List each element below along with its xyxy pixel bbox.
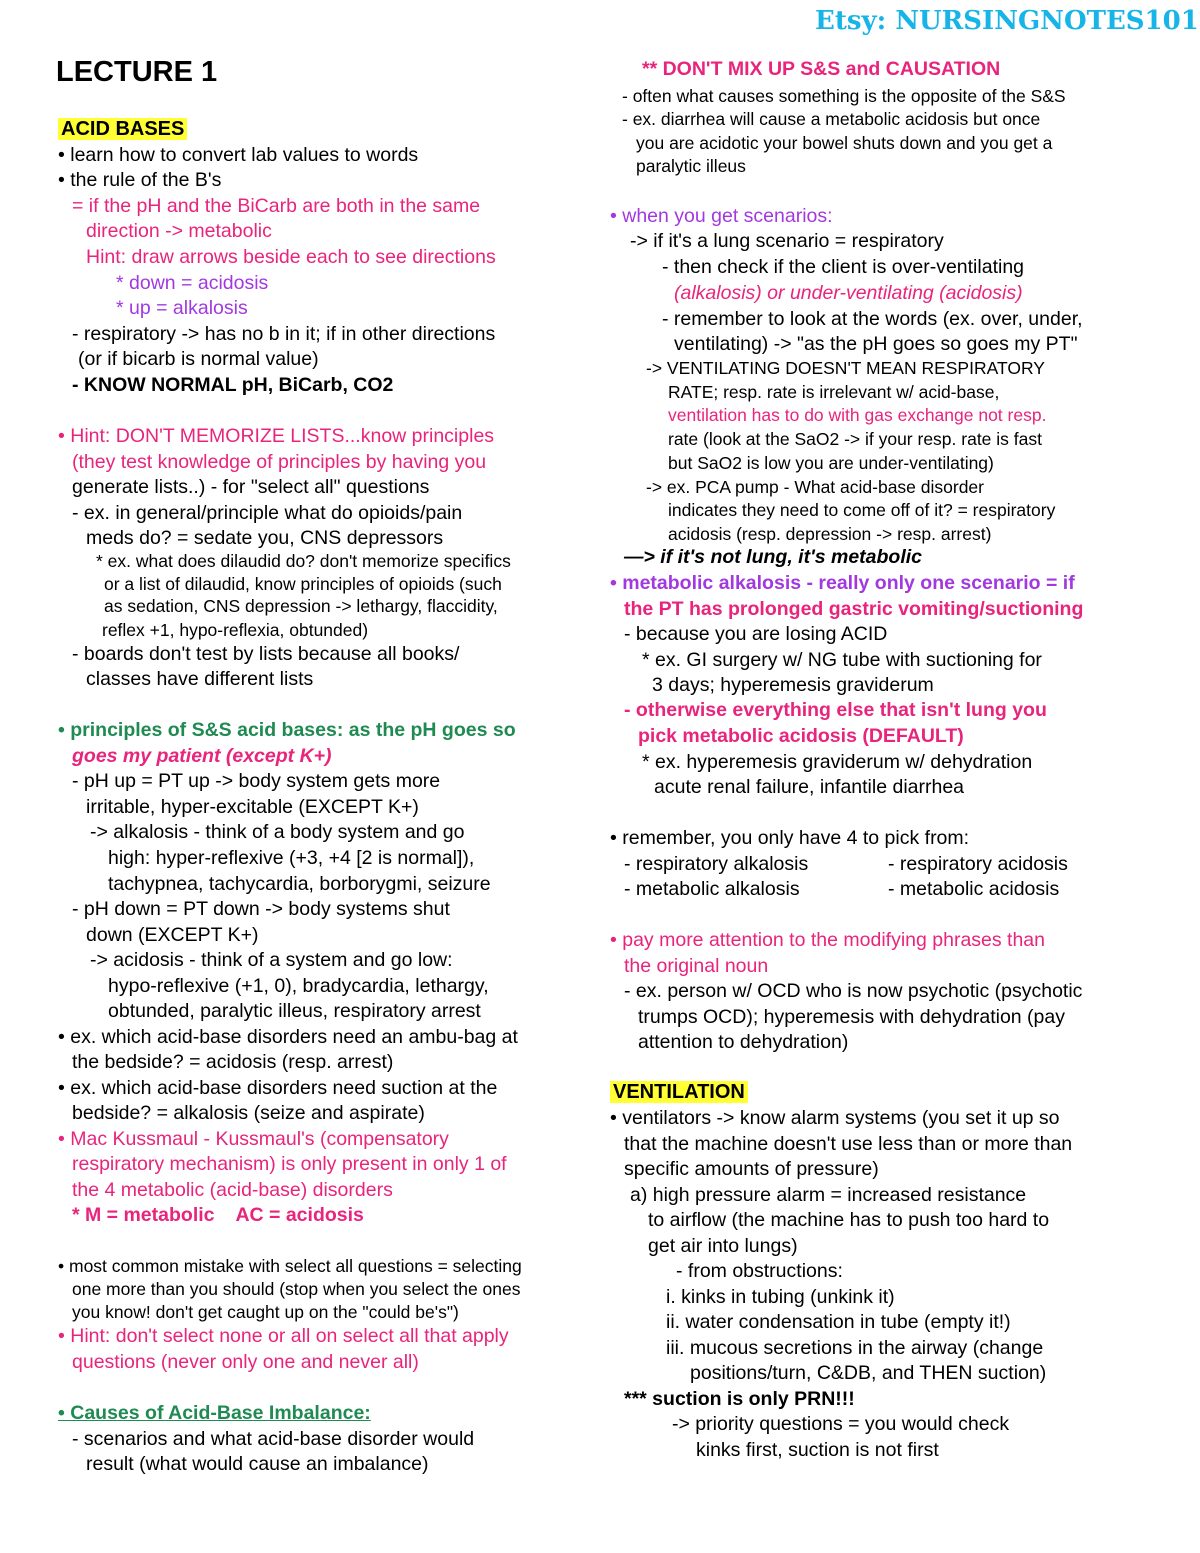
note-line: the original noun	[624, 955, 769, 977]
note-line: get air into lungs)	[648, 1235, 798, 1257]
note-line: positions/turn, C&DB, and THEN suction)	[690, 1362, 1047, 1384]
note-line: - metabolic acidosis	[888, 878, 1060, 900]
note-line: *** suction is only PRN!!!	[624, 1388, 855, 1410]
note-line: • Mac Kussmaul - Kussmaul's (compensatory	[58, 1128, 449, 1150]
note-line: - remember to look at the words (ex. over, under,	[662, 308, 1083, 330]
note-line: - respiratory alkalosis	[624, 853, 809, 875]
note-line: respiratory mechanism) is only present in only 1 of	[72, 1153, 507, 1175]
note-line: high: hyper-reflexive (+3, +4 [2 is normal]),	[108, 847, 475, 869]
note-line: * up = alkalosis	[116, 297, 248, 319]
note-line: (they test knowledge of principles by having you	[72, 451, 487, 473]
note-line: - ex. diarrhea will cause a metabolic acidosis but once	[622, 109, 1041, 129]
note-line: irritable, hyper-excitable (EXCEPT K+)	[86, 796, 419, 818]
section-heading: ** DON'T MIX UP S&S and CAUSATION	[642, 58, 1001, 80]
hint-line: Hint: draw arrows beside each to see directions	[86, 246, 496, 268]
note-line: attention to dehydration)	[638, 1031, 849, 1053]
section-heading: • Causes of Acid-Base Imbalance:	[58, 1402, 371, 1424]
note-line: • pay more attention to the modifying phrases than	[610, 929, 1045, 951]
note-line: * ex. hyperemesis graviderum w/ dehydration	[642, 751, 1033, 773]
note-line: reflex +1, hypo-reflexia, obtunded)	[102, 620, 369, 640]
note-line: direction -> metabolic	[86, 220, 272, 242]
note-line: (or if bicarb is normal value)	[78, 348, 319, 370]
note-line: • ex. which acid-base disorders need an ambu-bag at	[58, 1026, 518, 1048]
note-line: • learn how to convert lab values to words	[58, 144, 419, 166]
note-line: - then check if the client is over-ventilating	[662, 256, 1025, 278]
note-line: • metabolic alkalosis - really only one scenario = if	[610, 572, 1075, 594]
note-line: you are acidotic your bowel shuts down and you get a	[636, 133, 1053, 153]
note-line: goes my patient (except K+)	[72, 745, 332, 767]
note-line: questions (never only one and never all)	[72, 1351, 419, 1373]
note-line: ii. water condensation in tube (empty it!)	[666, 1311, 1011, 1333]
note-line: pick metabolic acidosis (DEFAULT)	[638, 725, 964, 747]
note-line: • most common mistake with select all questions = selecting	[58, 1256, 522, 1276]
note-line: - scenarios and what acid-base disorder would	[72, 1428, 475, 1450]
note-line: - ex. person w/ OCD who is now psychotic (psychotic	[624, 980, 1083, 1002]
note-line: result (what would cause an imbalance)	[86, 1453, 429, 1475]
note-line: - metabolic alkalosis	[624, 878, 800, 900]
note-line: to airflow (the machine has to push too hard to	[648, 1209, 1050, 1231]
note-line: -> alkalosis - think of a body system and go	[90, 821, 465, 843]
note-line: specific amounts of pressure)	[624, 1158, 879, 1180]
note-line: generate lists..) - for "select all" questions	[72, 476, 430, 498]
note-line: • principles of S&S acid bases: as the pH goes so	[58, 719, 516, 741]
note-line: -> priority questions = you would check	[672, 1413, 1010, 1435]
brand-watermark: Etsy: NURSINGNOTES101	[815, 6, 1199, 36]
note-line: - boards don't test by lists because all books/	[72, 643, 460, 665]
note-line: • ventilators -> know alarm systems (you set it up so	[610, 1107, 1060, 1129]
note-line: classes have different lists	[86, 668, 314, 690]
note-line: kinks first, suction is not first	[696, 1439, 939, 1461]
hint-line: • Hint: DON'T MEMORIZE LISTS...know principles	[58, 425, 495, 447]
note-line: * ex. GI surgery w/ NG tube with suctioning for	[642, 649, 1042, 671]
note-line: * M = metabolic AC = acidosis	[72, 1204, 364, 1226]
note-line: - ex. in general/principle what do opioids/pain	[72, 502, 463, 524]
note-line: ventilating) -> "as the pH goes so goes my PT"	[674, 333, 1078, 355]
note-line: trumps OCD); hyperemesis with dehydration (pay	[638, 1006, 1065, 1028]
note-line: paralytic illeus	[636, 156, 746, 176]
note-line: the PT has prolonged gastric vomiting/suctioning	[624, 598, 1084, 620]
note-line: -> VENTILATING DOESN'T MEAN RESPIRATORY	[646, 358, 1045, 378]
note-line: but SaO2 is low you are under-ventilating)	[668, 453, 994, 473]
note-line: RATE; resp. rate is irrelevant w/ acid-base,	[668, 382, 1000, 402]
note-line: or a list of dilaudid, know principles of opioids (such	[104, 574, 502, 594]
note-line: that the machine doesn't use less than or more than	[624, 1133, 1073, 1155]
note-line: you know! don't get caught up on the "could be's")	[72, 1302, 459, 1322]
note-line: • ex. which acid-base disorders need suction at the	[58, 1077, 498, 1099]
note-line: hypo-reflexive (+1, 0), bradycardia, lethargy,	[108, 975, 489, 997]
section-heading: VENTILATION	[610, 1081, 748, 1103]
note-line: • the rule of the B's	[58, 169, 222, 191]
note-line: - otherwise everything else that isn't lung you	[624, 699, 1047, 721]
note-line: —> if it's not lung, it's metabolic	[624, 546, 923, 568]
note-line: -> ex. PCA pump - What acid-base disorder	[646, 477, 984, 497]
note-line: the 4 metabolic (acid-base) disorders	[72, 1179, 393, 1201]
note-line: obtunded, paralytic illeus, respiratory arrest	[108, 1000, 481, 1022]
note-line: - often what causes something is the opposite of the S&S	[622, 86, 1066, 106]
note-line: ventilation has to do with gas exchange not resp.	[668, 405, 1047, 425]
note-line: 3 days; hyperemesis graviderum	[652, 674, 934, 696]
note-line: - pH down = PT down -> body systems shut	[72, 898, 450, 920]
note-line: -> acidosis - think of a system and go low:	[90, 949, 453, 971]
note-line: a) high pressure alarm = increased resistance	[630, 1184, 1027, 1206]
hint-line: • Hint: don't select none or all on select all that apply	[58, 1325, 509, 1347]
note-line: = if the pH and the BiCarb are both in the same	[72, 195, 481, 217]
note-line: - from obstructions:	[676, 1260, 843, 1282]
note-line: as sedation, CNS depression -> lethargy, flaccidity,	[104, 596, 498, 616]
note-line: • when you get scenarios:	[610, 205, 833, 227]
note-line: (alkalosis) or under-ventilating (acidosis)	[674, 282, 1023, 304]
note-line: acidosis (resp. depression -> resp. arrest)	[668, 524, 992, 544]
note-line: -> if it's a lung scenario = respiratory	[630, 230, 944, 252]
note-line: - because you are losing ACID	[624, 623, 888, 645]
note-line: tachypnea, tachycardia, borborygmi, seizure	[108, 873, 491, 895]
note-line: * down = acidosis	[116, 272, 269, 294]
page-title: LECTURE 1	[56, 56, 218, 88]
note-line: • remember, you only have 4 to pick from:	[610, 827, 970, 849]
note-line: * ex. what does dilaudid do? don't memorize specifics	[96, 551, 511, 571]
note-line: rate (look at the SaO2 -> if your resp. rate is fast	[668, 429, 1042, 449]
note-line: acute renal failure, infantile diarrhea	[654, 776, 965, 798]
note-line: iii. mucous secretions in the airway (change	[666, 1337, 1044, 1359]
note-line: indicates they need to come off of it? = respiratory	[668, 500, 1056, 520]
note-line: - KNOW NORMAL pH, BiCarb, CO2	[72, 374, 394, 396]
note-line: bedside? = alkalosis (seize and aspirate)	[72, 1102, 425, 1124]
note-line: down (EXCEPT K+)	[86, 924, 259, 946]
section-heading: ACID BASES	[58, 118, 187, 140]
note-line: - respiratory acidosis	[888, 853, 1068, 875]
note-line: one more than you should (stop when you select the ones	[72, 1279, 521, 1299]
note-line: i. kinks in tubing (unkink it)	[666, 1286, 895, 1308]
note-line: meds do? = sedate you, CNS depressors	[86, 527, 444, 549]
note-line: - respiratory -> has no b in it; if in other directions	[72, 323, 496, 345]
note-line: the bedside? = acidosis (resp. arrest)	[72, 1051, 394, 1073]
note-line: - pH up = PT up -> body system gets more	[72, 770, 441, 792]
